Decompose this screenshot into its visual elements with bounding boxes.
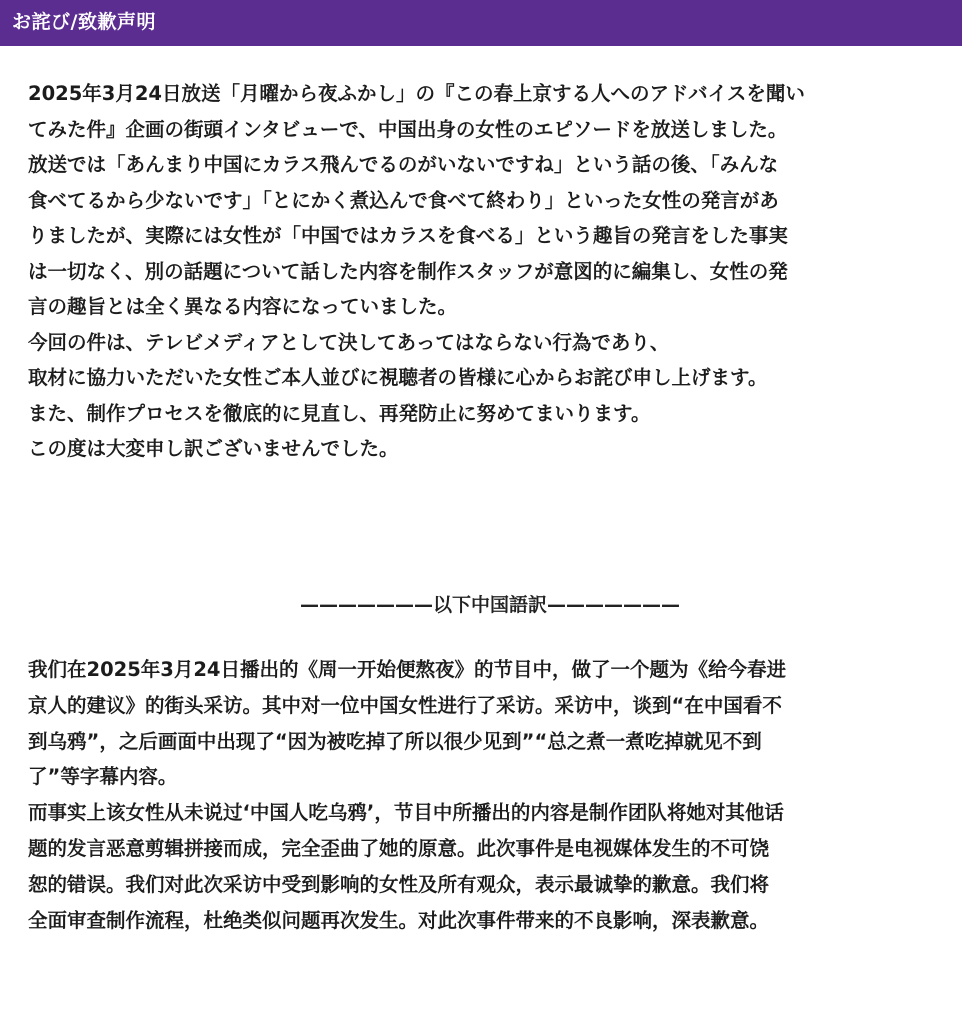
- notice-line: この度は大変申し訳ございませんでした。: [28, 437, 399, 460]
- notice-line: 2025年3月24日放送「月曜から夜ふかし」の『この春上京する人へのアドバイスを聞い: [28, 82, 805, 105]
- notice-line: 放送では「あんまり中国にカラス飛んでるのがいないですね」という話の後、「みんな: [28, 153, 779, 176]
- notice-line: また、制作プロセスを徹底的に見直し、再発防止に努めてまいります。: [28, 401, 651, 425]
- notice-line: は一切なく、別の話題について話した内容を制作スタッフが意図的に編集し、女性の発: [28, 259, 788, 283]
- translation-line: 我们在2025年3月24日播出的《周一开始便熬夜》的节目中，做了一个题为《给今春进: [28, 658, 786, 681]
- notice-line: 食べてるから少ないです」「とにかく煮込んで食べて終わり」といった女性の発言があ: [28, 188, 779, 212]
- notice-line: てみた件』企画の街頭インタビューで、中国出身の女性のエピソードを放送しました。: [28, 117, 788, 141]
- translation-line: 而事实上该女性从未说过‘中国人吃乌鸦’，节目中所播出的内容是制作团队将她对其他话: [28, 801, 784, 825]
- translation-line: 全面审查制作流程，杜绝类似问题再次发生。对此次事件带来的不良影响，深表歉意。: [28, 908, 770, 932]
- notice-line: りましたが、実際には女性が「中国ではカラスを食べる」という趣旨の発言をした事実: [28, 224, 788, 247]
- translation-line: 了”等字幕内容。: [28, 765, 178, 789]
- notice-line: 言の趣旨とは全く異なる内容になっていました。: [28, 295, 458, 318]
- translation-line: 恕的错误。我们对此次采访中受到影响的女性及所有观众，表示最诚挚的歉意。我们将: [28, 872, 770, 896]
- translation-line: 京人的建议》的街头采访。其中对一位中国女性进行了采访。采访中，谈到“在中国看不: [28, 693, 782, 717]
- notice-line: 今回の件は、テレビメディアとして決してあってはならない行為であり、: [28, 330, 670, 354]
- translation-line: 到乌鸦”，之后画面中出现了“因为被吃掉了所以很少见到”“总之煮一煮吃掉就见不到: [28, 729, 762, 753]
- translation-line: 题的发言恶意剪辑拼接而成，完全歪曲了她的原意。此次事件是电视媒体发生的不可饶: [28, 836, 770, 860]
- header-bar: [0, 0, 962, 46]
- chinese-translation: [28, 652, 953, 938]
- japanese-notice: [28, 76, 953, 467]
- notice-line: 取材に協力いただいた女性ご本人並びに視聴者の皆様に心からお詫び申し上げます。: [28, 366, 768, 389]
- page-title: お詫び/致歉声明: [12, 11, 156, 33]
- translation-divider: ———————以下中国語訳———————: [299, 594, 680, 616]
